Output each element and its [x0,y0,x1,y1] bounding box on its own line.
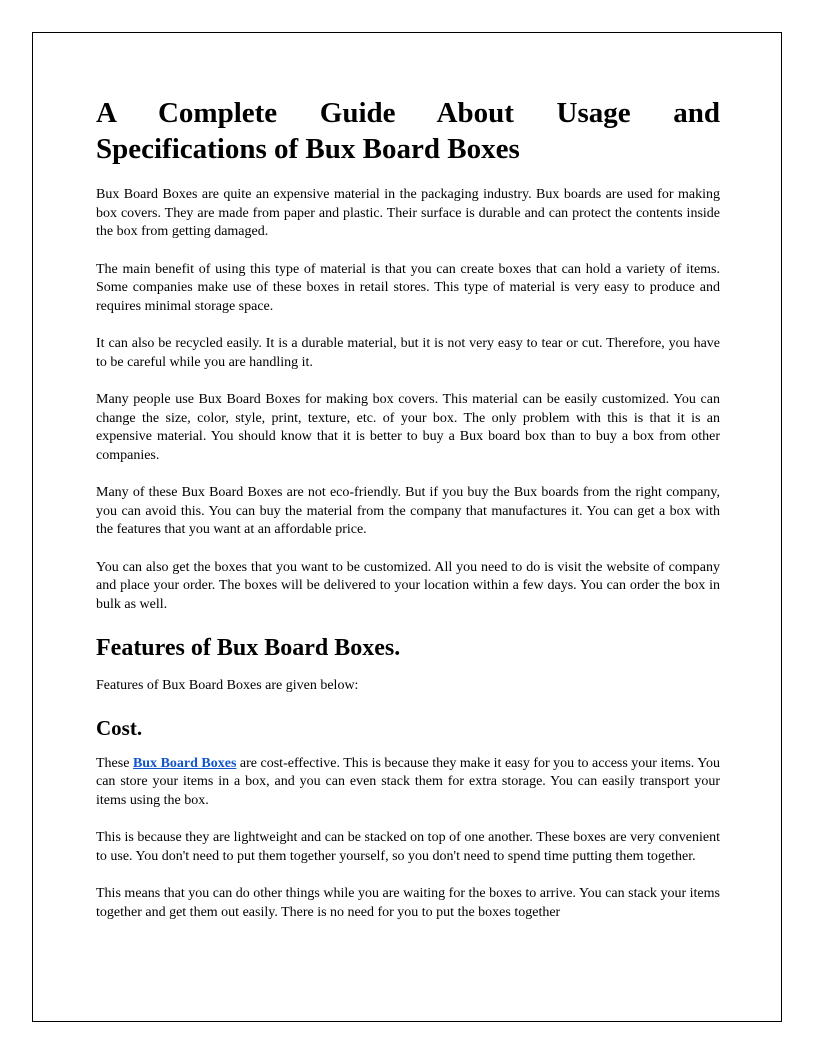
intro-paragraph: Many people use Bux Board Boxes for making box covers. This material can be easily customized. You can change the size, color, style, print, texture, etc. of your box. The only problem with this is that it is an expensive material. You should know that it is better to buy a Bux board box than to buy a box from other companies. [96,392,720,463]
features-intro: Features of Bux Board Boxes are given below: [96,678,359,693]
intro-paragraph: Many of these Bux Board Boxes are not eco-friendly. But if you buy the Bux boards from the right company, you can avoid this. You can buy the material from the company that manufactures it. You can get a box with the features that you want at an affordable price. [96,485,720,537]
cost-paragraph-3: This means that you can do other things while you are waiting for the boxes to arrive. You can stack your items together and get them out easily. There is no need for you to put the boxes together [96,886,720,920]
cost-paragraph-2: This is because they are lightweight and can be stacked on top of one another. These boxes are very convenient to use. You don't need to put them together yourself, so you don't need to spend time putting them together. [96,830,720,864]
cost-text-after-link: are cost-effective. This is because they make it easy for you to access your items. You can store your items in a box, and you can even stack them for extra storage. You can easily transport your items using the box. [96,755,721,808]
intro-paragraph: You can also get the boxes that you want to be customized. All you need to do is visit the website of company and place your order. The boxes will be delivered to your location within a few days. You can order the box in bulk as well. [96,559,720,612]
intro-paragraph: The main benefit of using this type of material is that you can create boxes that can hold a variety of items. Some companies make use of these boxes in retail stores. This type of material is very easy to produce and requires minimal storage space. [96,261,720,314]
intro-paragraph: Bux Board Boxes are quite an expensive material in the packaging industry. Bux boards are used for making box covers. They are made from paper and plastic. Their surface is durable and can protect the contents inside the box from getting damaged. [96,187,720,239]
intro-paragraph: It can also be recycled easily. It is a durable material, but it is not very easy to tear or cut. Therefore, you have to be careful while you are handling it. [96,336,720,370]
features-heading: Features of Bux Board Boxes. [96,635,401,661]
title-line-2: Specifications of Bux Board Boxes [96,133,520,165]
document-title [96,95,720,167]
title-line-1: A Complete Guide About Usage and [96,97,720,129]
document-body [96,95,720,941]
bux-board-boxes-link[interactable]: Bux Board Boxes [132,755,237,771]
cost-paragraph-1 [96,755,720,811]
cost-text-before-link: These [96,755,133,771]
cost-heading: Cost. [96,715,143,740]
